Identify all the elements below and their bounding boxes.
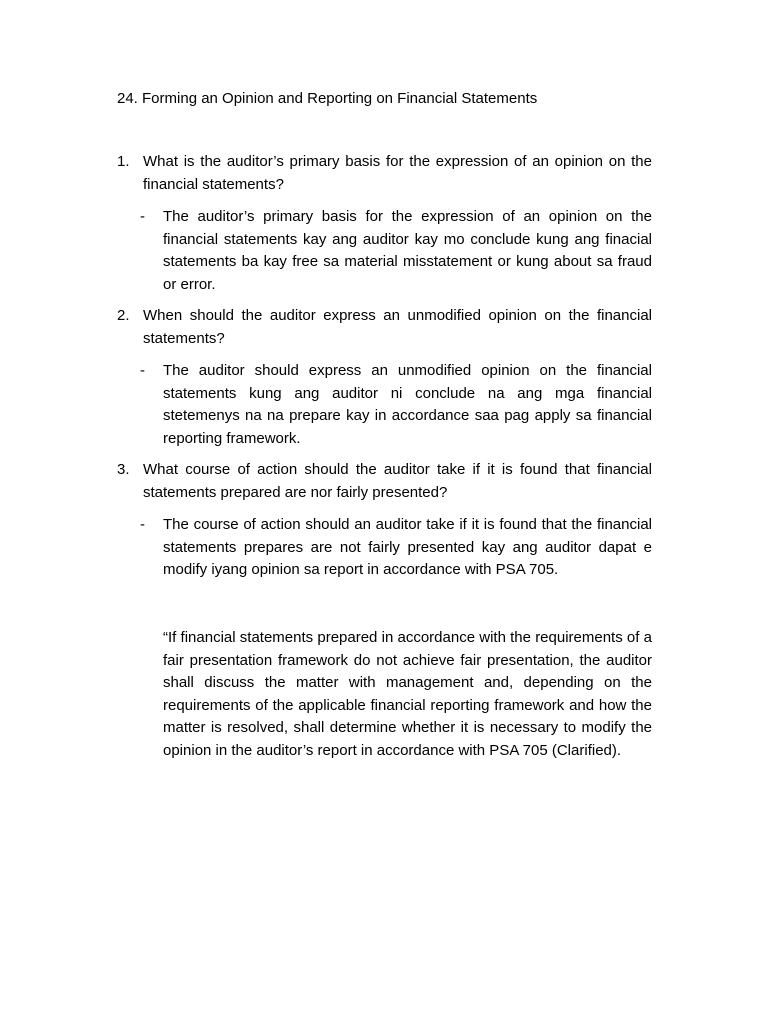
question-text: What course of action should the auditor take if it is found that financial statements prepared are nor fairly presented? — [143, 461, 652, 501]
answer-bullet: - — [140, 208, 145, 225]
question-number: 1. — [117, 153, 130, 170]
document-title: 24. Forming an Opinion and Reporting on Financial Statements — [117, 90, 538, 107]
question-1 — [117, 151, 652, 196]
question-number: 2. — [117, 307, 130, 324]
answer-1 — [140, 206, 652, 296]
answer-bullet: - — [140, 362, 145, 379]
answer-3 — [140, 514, 652, 582]
question-number: 3. — [117, 461, 130, 478]
answer-text: The course of action should an auditor take if it is found that the financial statements prepares are not fairly presented kay ang auditor dapat e modify iyang opinion sa report in accordance with PSA 705. — [163, 516, 652, 578]
question-3 — [117, 459, 652, 504]
answer-bullet: - — [140, 516, 145, 533]
question-text: What is the auditor’s primary basis for the expression of an opinion on the financial statements? — [143, 153, 652, 193]
answer-text: The auditor’s primary basis for the expression of an opinion on the financial statements kay ang auditor kay mo conclude kung ang finacial statements ba kay free sa material misstatement or kung about sa fraud or error. — [163, 208, 652, 293]
quoted-standard: “If financial statements prepared in accordance with the requirements of a fair presentation framework do not achieve fair presentation, the auditor shall discuss the matter with management and, depending on the requirements of the applicable financial reporting framework and how the matter is resolved, shall determine whether it is necessary to modify the opinion in the auditor’s report in accordance with PSA 705 (Clarified). — [163, 629, 652, 759]
question-2 — [117, 305, 652, 350]
answer-2 — [140, 360, 652, 450]
answer-text: The auditor should express an unmodified opinion on the financial statements kung ang auditor ni conclude na ang mga financial stetemenys na na prepare kay in accordance saa pag apply sa financial reporting framework. — [163, 362, 652, 447]
question-text: When should the auditor express an unmodified opinion on the financial statements? — [143, 307, 652, 347]
